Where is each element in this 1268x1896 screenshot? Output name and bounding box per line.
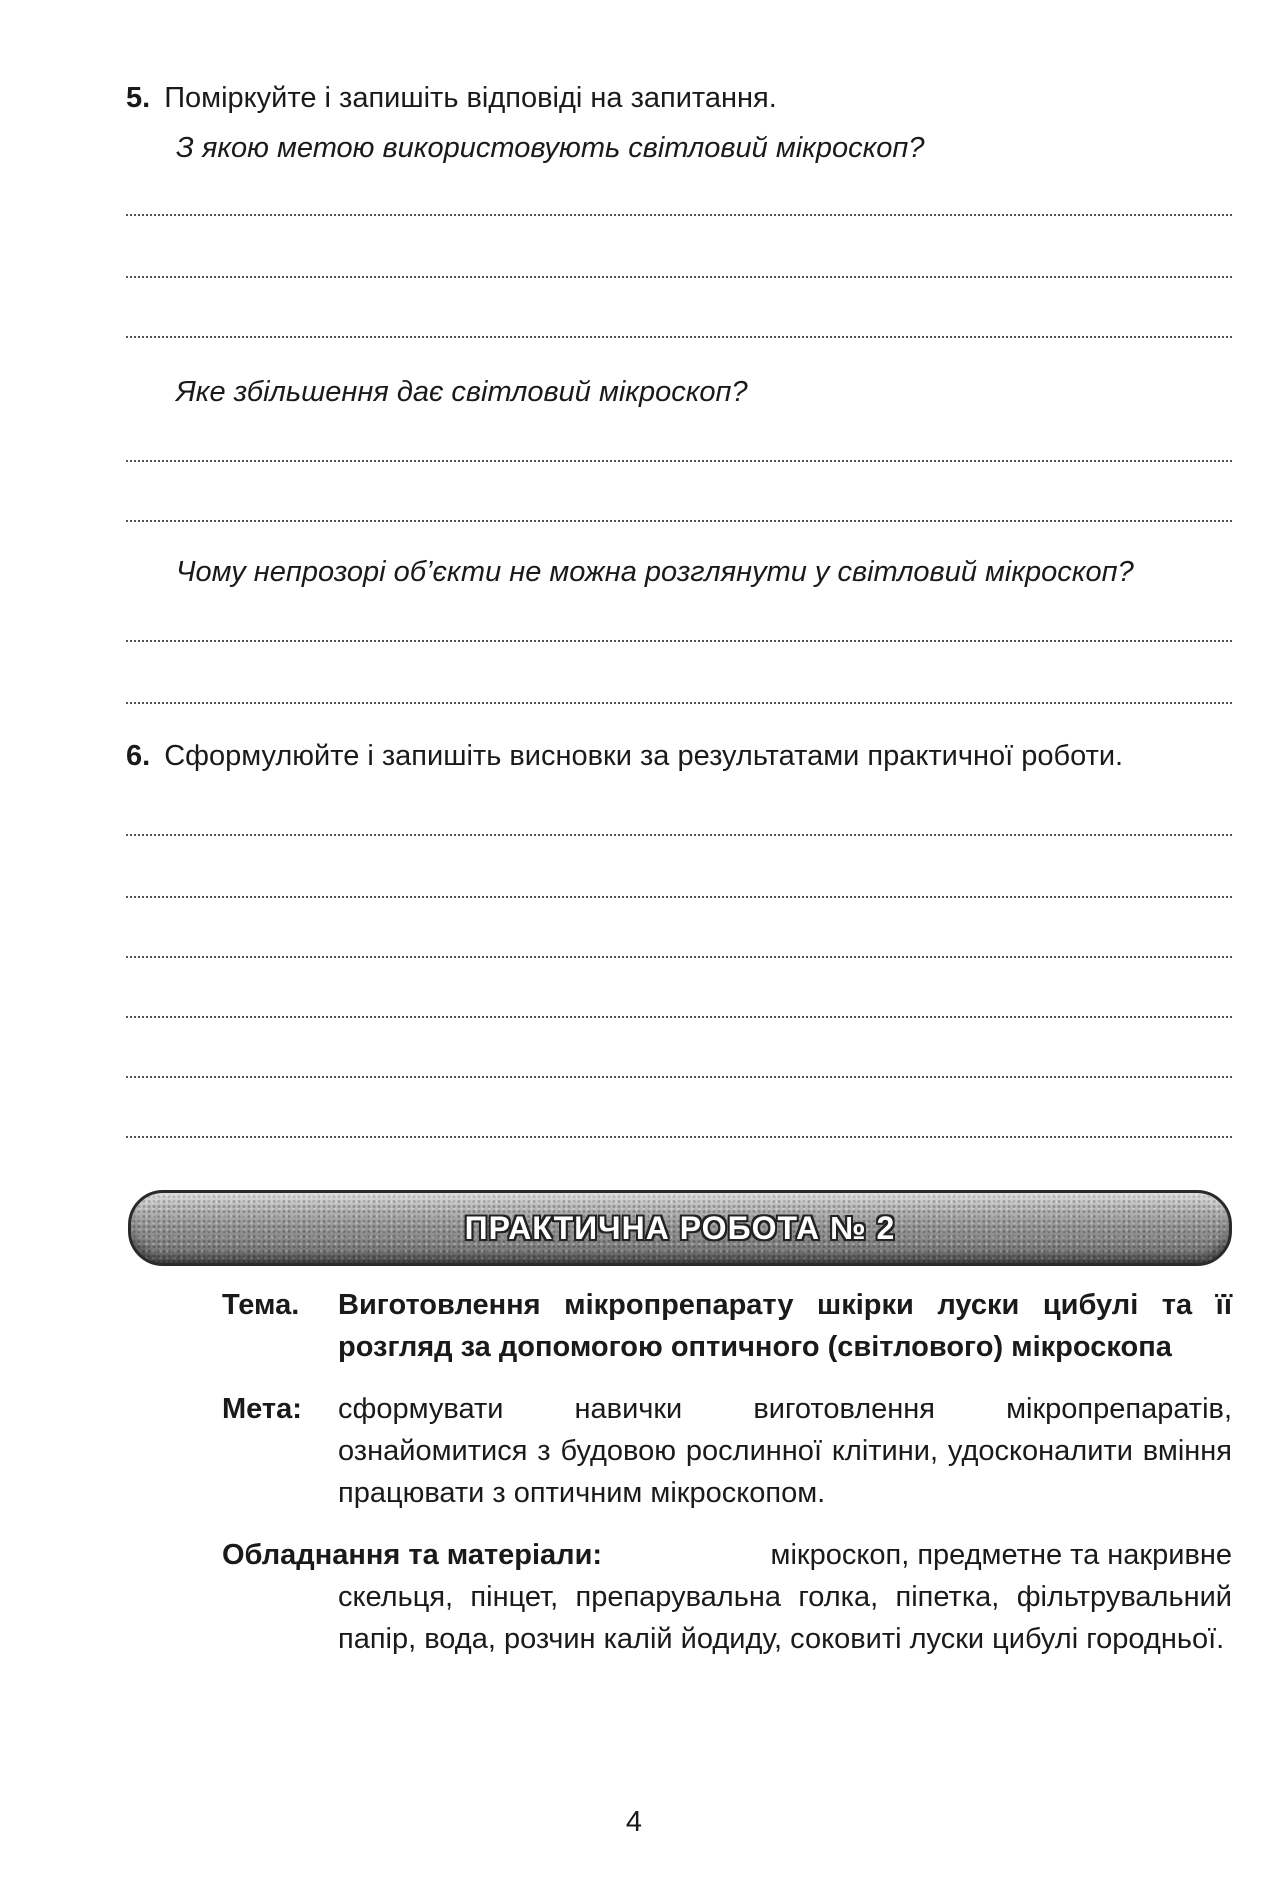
section-banner — [128, 1190, 1232, 1266]
answer-line[interactable] — [126, 896, 1232, 898]
question-1: З якою метою використовують світловий мікроскоп? — [176, 132, 925, 164]
answer-line[interactable] — [126, 336, 1232, 338]
task-6-number: 6. — [126, 740, 151, 772]
answer-line[interactable] — [126, 956, 1232, 958]
equipment-text-first: мікроскоп, предметне та накривне — [770, 1539, 1232, 1571]
answer-line[interactable] — [126, 834, 1232, 836]
task-6 — [126, 736, 1123, 776]
topic-block — [222, 1284, 1232, 1374]
goal-label: Мета: — [222, 1393, 302, 1425]
task-5 — [126, 78, 777, 118]
equipment-block — [222, 1534, 1232, 1724]
answer-line[interactable] — [126, 1136, 1232, 1138]
answer-line[interactable] — [126, 520, 1232, 522]
question-2: Яке збільшення дає світловий мікроскоп? — [176, 376, 748, 408]
task-6-text: Сформулюйте і запишіть висновки за результатами практичної роботи. — [164, 740, 1124, 772]
topic-text: Виготовлення мікропрепарату шкірки луски цибулі та її розгляд за допомогою оптичного (світлового) мікроскопа — [338, 1289, 1232, 1363]
goal-block — [222, 1388, 1232, 1518]
answer-line[interactable] — [126, 702, 1232, 704]
answer-line[interactable] — [126, 1076, 1232, 1078]
equipment-text-rest: скельця, пінцет, препарувальна голка, піпетка, фільтрувальний папір, вода, розчин калій йодиду, соковиті луски цибулі городньої. — [338, 1581, 1232, 1655]
topic-label: Тема. — [222, 1289, 300, 1321]
task-5-text: Поміркуйте і запишіть відповіді на запитання. — [164, 82, 777, 114]
answer-line[interactable] — [126, 640, 1232, 642]
banner-title: ПРАКТИЧНА РОБОТА № 2 — [464, 1209, 896, 1246]
answer-line[interactable] — [126, 276, 1232, 278]
answer-line[interactable] — [126, 214, 1232, 216]
page-number: 4 — [625, 1806, 643, 1838]
question-3: Чому непрозорі об’єкти не можна розглянути у світловий мікроскоп? — [176, 556, 1134, 588]
task-5-number: 5. — [126, 82, 151, 114]
answer-line[interactable] — [126, 1016, 1232, 1018]
goal-text: сформувати навички виготовлення мікропрепаратів, ознайомитися з будовою рослинної клітини, удосконалити вміння працювати з оптичним мікроскопом. — [338, 1393, 1232, 1509]
equipment-label: Обладнання та матеріали: — [222, 1539, 603, 1571]
equipment-first-line — [222, 1534, 1232, 1576]
answer-line[interactable] — [126, 460, 1232, 462]
